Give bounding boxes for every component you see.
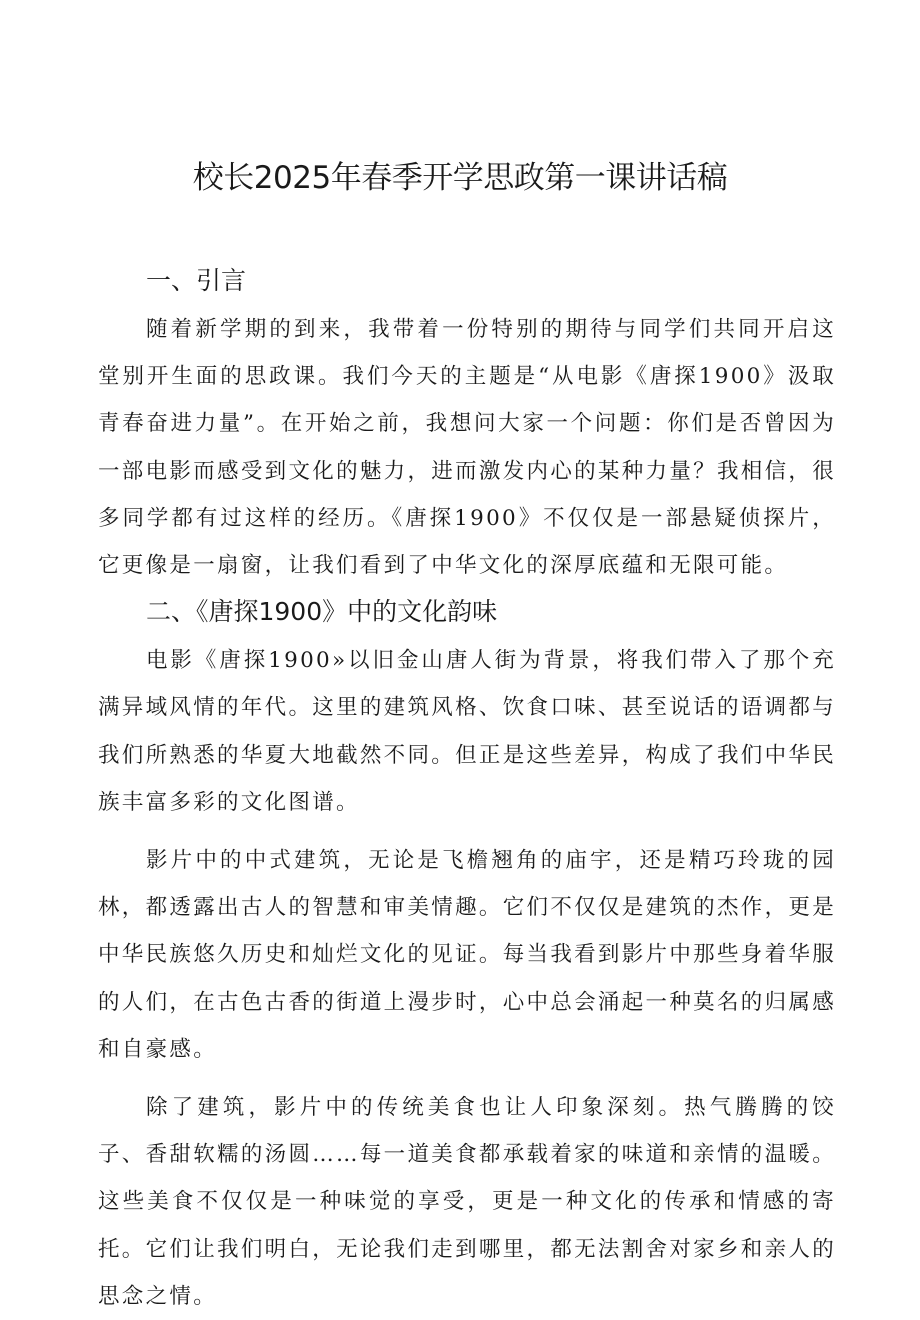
document-body [98,256,836,1320]
paragraph-introduction: 随着新学期的到来，我带着一份特别的期待与同学们共同开启这堂别开生面的思政课。我们今天的主题是“从电影《唐探1900》汲取青春奋进力量”。在开始之前，我想问大家一个问题：你们是否曾因为一部电影而感受到文化的魅力，进而激发内心的某种力量？我相信，很多同学都有过这样的经历。《唐探1900》不仅仅是一部悬疑侦探片，它更像是一扇窗，让我们看到了中华文化的深厚底蕴和无限可能。 [98,317,836,579]
paragraph-architecture: 影片中的中式建筑，无论是飞檐翘角的庙宇，还是精巧玲珑的园林，都透露出古人的智慧和审美情趣。它们不仅仅是建筑的杰作，更是中华民族悠久历史和灿烂文化的见证。每当我看到影片中那些身着华服的人们，在古色古香的街道上漫步时，心中总会涌起一种莫名的归属感和自豪感。 [98,848,836,1062]
section-heading-introduction: 一、引言 [146,266,247,295]
section-heading-culture: 二、《唐探1900》中的文化韵味 [146,597,498,627]
document-title: 校长2025年春季开学思政第一课讲话稿 [192,160,728,196]
paragraph-cuisine: 除了建筑，影片中的传统美食也让人印象深刻。热气腾腾的饺子、香甜软糯的汤圆……每一道美食都承载着家的味道和亲情的温暖。这些美食不仅仅是一种味觉的享受，更是一种文化的传承和情感的寄托。它们让我们明白，无论我们走到哪里，都无法割舍对家乡和亲人的思念之情。 [98,1095,836,1309]
paragraph-chinatown-background: 电影《唐探1900»以旧金山唐人街为背景，将我们带入了那个充满异域风情的年代。这里的建筑风格、饮食口味、甚至说话的语调都与我们所熟悉的华夏大地截然不同。但正是这些差异，构成了我们中华民族丰富多彩的文化图谱。 [98,648,836,815]
